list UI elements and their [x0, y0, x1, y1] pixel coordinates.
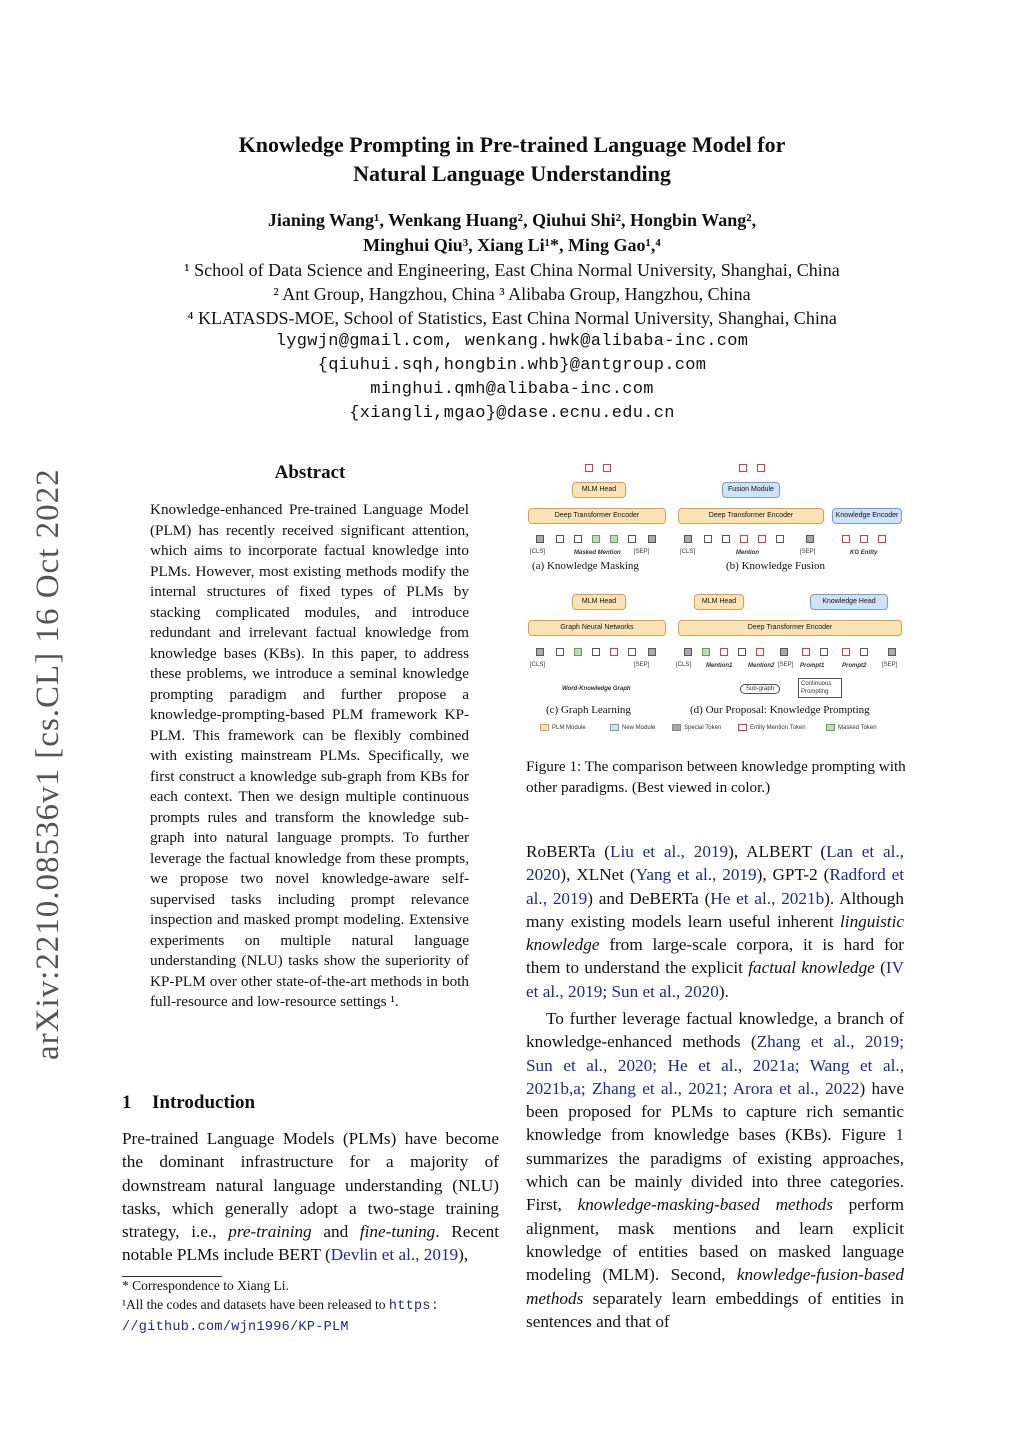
output-token: [603, 464, 611, 472]
legend-label: Entity Mention Token: [750, 725, 806, 732]
citation-link[interactable]: Zhang et al., 2019; Sun et al., 2020; He et al., 2021a; Wang et al., 2021b,a; Zhang et al., 2021; Arora et al., 2022: [526, 1032, 904, 1098]
author-list: [0, 208, 1024, 258]
text-span: ), ALBERT (: [728, 842, 827, 861]
token: [738, 648, 746, 656]
cls-label: [CLS]: [530, 549, 546, 555]
legend-masked-token: [826, 724, 877, 731]
text-span: (: [874, 958, 886, 978]
token: [536, 648, 544, 656]
text-span: Pre-trained Language Models (PLMs) have become the dominant infrastructure for a majority of downstream natural language understanding (NLU) tasks, which generally adopt a two-stage training strategy, i.e.,: [122, 1129, 499, 1242]
legend-plm-module: [540, 724, 586, 731]
cls-label: [CLS]: [530, 662, 546, 668]
text-span: from large-scale corpora, it is hard for them to understand the explicit: [526, 935, 904, 978]
token: [574, 648, 582, 656]
token: [648, 648, 656, 656]
token: [842, 535, 850, 543]
sep-label: [SEP]: [882, 662, 898, 668]
cls-label: [CLS]: [680, 549, 696, 555]
transformer-encoder-a: Deep Transformer Encoder: [528, 508, 666, 524]
token: [610, 535, 618, 543]
sep-label: [SEP]: [778, 662, 794, 668]
token: [684, 648, 692, 656]
token: [820, 648, 828, 656]
right-paragraph-2: [526, 1007, 904, 1333]
token: [888, 648, 896, 656]
token: [628, 535, 636, 543]
text-span: ),: [458, 1245, 469, 1265]
token: [536, 535, 544, 543]
transformer-encoder-d: Deep Transformer Encoder: [678, 620, 902, 636]
legend-label: Special Token: [684, 725, 722, 732]
output-token: [585, 464, 593, 472]
citation-link[interactable]: Sun et al., 2020: [611, 981, 719, 1001]
continuous-prompting-box: Continuous Prompting: [798, 678, 842, 698]
emphasis: fine-tuning: [359, 1222, 436, 1242]
subfig-b-caption: (b) Knowledge Fusion: [726, 560, 825, 572]
token: [878, 535, 886, 543]
token: [704, 535, 712, 543]
output-token: [739, 464, 747, 472]
citation-link[interactable]: Yang et al., 2019: [635, 865, 757, 885]
text-span: perform alignment, mask mentions and learn explicit knowledge of entities based on masked language modeling (MLM). Second,: [526, 1195, 905, 1285]
sep-label: [SEP]: [634, 549, 650, 555]
email-2: {qiuhui.sqh,hongbin.whb}@antgroup.com: [317, 356, 707, 375]
fusion-module: Fusion Module: [722, 482, 780, 498]
mention1-label: Mention1: [706, 663, 733, 669]
mlm-head-c: MLM Head: [572, 594, 626, 610]
token: [592, 648, 600, 656]
paper-title: [0, 130, 1024, 188]
text-span: and: [311, 1222, 360, 1242]
email-3: minghui.qmh@alibaba-inc.com: [370, 380, 654, 399]
right-paragraph-1: [526, 840, 904, 1003]
mention-label: Mention: [736, 550, 759, 556]
authors-line-1: Jianing Wang¹, Wenkang Huang², Qiuhui Shi², Hongbin Wang²,: [267, 210, 757, 230]
citation-link[interactable]: Devlin et al., 2019: [330, 1245, 459, 1265]
sep-label: [SEP]: [634, 662, 650, 668]
token: [556, 648, 564, 656]
section-number: 1: [122, 1092, 132, 1113]
prompt1-label: Prompt1: [800, 663, 825, 669]
authors-line-2: Minghui Qiu³, Xiang Li¹*, Ming Gao¹,⁴: [363, 235, 661, 255]
token: [860, 648, 868, 656]
title-line-1: Knowledge Prompting in Pre-trained Language Model for: [238, 132, 786, 157]
token: [684, 535, 692, 543]
citation-link[interactable]: IV et al., 2019: [526, 958, 904, 1001]
token: [758, 535, 766, 543]
text-span: summarizes the paradigms of existing approaches, which can be mainly divided into three categories. First,: [526, 1148, 904, 1215]
text-span: To further leverage factual knowledge, a branch of knowledge-enhanced methods (: [526, 1009, 904, 1052]
legend-label: PLM Module: [552, 725, 586, 732]
text-span: separately learn embeddings of entities in sentences and that of: [526, 1288, 904, 1331]
token: [556, 535, 564, 543]
citation-link[interactable]: Liu et al., 2019: [609, 842, 729, 861]
arxiv-stamp: arXiv:2210.08536v1 [cs.CL] 16 Oct 2022: [30, 468, 66, 1060]
text-span: ), GPT-2 (: [756, 865, 830, 885]
citation-link[interactable]: He et al., 2021b: [710, 888, 825, 908]
mlm-head-d: MLM Head: [694, 594, 744, 610]
affiliation-1: ¹ School of Data Science and Engineering, East China Normal University, Shanghai, China: [184, 260, 840, 280]
abstract-body: Knowledge-enhanced Pre-trained Language Model (PLM) has recently received significant attention, which aims to incorporate factual knowledge into PLMs. However, most existing methods modify the internal structures of fixed types of PLMs by stacking complicated modules, and introduce redundant and irrelevant factual knowledge from knowledge bases (KBs). In this paper, to address these problems, we introduce a seminal knowledge prompting paradigm and further propose a knowledge-prompting-based PLM framework KP-PLM. This framework can be flexibly combined with existing mainstream PLMs. Specifically, we first construct a knowledge sub-graph from KBs for each context. Then we design multiple continuous prompts rules and transform the knowledge sub-graph into natural language prompts. To further leverage the factual knowledge from these prompts, we propose two novel knowledge-aware self-supervised tasks including prompt relevance inspection and masked prompt modeling. Extensive experiments on multiple natural language understanding (NLU) tasks show the superiority of KP-PLM over other state-of-the-art methods in both full-resource and low-resource settings ¹.: [150, 501, 469, 1010]
affiliation-2: ² Ant Group, Hangzhou, China ³ Alibaba Group, Hangzhou, China: [273, 284, 751, 304]
emphasis: knowledge-masking-based methods: [577, 1195, 833, 1215]
word-knowledge-graph-label: Word-Knowledge Graph: [562, 686, 631, 692]
kg-entity-label: KG Entity: [850, 550, 878, 556]
email-4: {xiangli,mgao}@dase.ecnu.edu.cn: [349, 404, 675, 423]
figure-ref-link[interactable]: 1: [895, 1125, 904, 1145]
legend-label: New Module: [622, 725, 656, 732]
citation-link[interactable]: Radford et al., 2019: [526, 865, 904, 908]
graph-neural-networks: Graph Neural Networks: [528, 620, 666, 636]
token: [776, 535, 784, 543]
token: [720, 648, 728, 656]
emphasis: knowledge-fusion-based methods: [526, 1265, 904, 1308]
figure-1: [526, 460, 906, 740]
legend-special-token: [672, 724, 721, 731]
knowledge-encoder: Knowledge Encoder: [832, 508, 902, 524]
code-url-link[interactable]: https:: [388, 1299, 440, 1314]
subfig-a-caption: (a) Knowledge Masking: [532, 560, 639, 572]
prompt2-label: Prompt2: [842, 663, 867, 669]
token: [610, 648, 618, 656]
cls-label: [CLS]: [676, 662, 692, 668]
subfig-d-caption: (d) Our Proposal: Knowledge Prompting: [690, 704, 870, 716]
email-1: lygwjn@gmail.com, wenkang.hwk@alibaba-inc.com: [275, 332, 749, 351]
code-url-link-cont[interactable]: //github.com/wjn1996/KP-PLM: [122, 1320, 349, 1335]
citation-link[interactable]: Lan et al., 2020: [526, 842, 904, 885]
masked-mention-label: Masked Mention: [574, 550, 621, 556]
token: [628, 648, 636, 656]
knowledge-head: Knowledge Head: [810, 594, 888, 610]
text-span: . Recent notable PLMs include BERT (: [122, 1222, 499, 1265]
text-span: ) have been proposed for PLMs to capture rich semantic knowledge from knowledge bases (KBs). Figure: [526, 1078, 904, 1145]
transformer-encoder-b: Deep Transformer Encoder: [678, 508, 824, 524]
token: [702, 648, 710, 656]
footnote-text: ¹All the codes and datasets have been released to: [122, 1297, 389, 1312]
legend-label: Masked Token: [838, 725, 877, 732]
token: [722, 535, 730, 543]
token: [574, 535, 582, 543]
title-line-2: Natural Language Understanding: [353, 161, 671, 186]
mention2-label: Mention2: [748, 663, 775, 669]
text-span: ), XLNet (: [560, 865, 636, 885]
text-span: ).: [718, 981, 729, 1001]
token: [780, 648, 788, 656]
text-span: ;: [602, 981, 612, 1001]
token: [740, 535, 748, 543]
legend-entity-mention-token: [738, 724, 806, 731]
emphasis: pre-training: [228, 1222, 312, 1242]
affiliations: [0, 258, 1024, 426]
sub-graph-node: Sub-graph: [740, 684, 780, 694]
mlm-head-a: MLM Head: [572, 482, 626, 498]
text-span: ) and DeBERTa (: [587, 888, 711, 908]
legend-new-module: [610, 724, 655, 731]
section-heading-introduction: [122, 1092, 255, 1114]
affiliation-3: ⁴ KLATASDS-MOE, School of Statistics, East China Normal University, Shanghai, China: [187, 308, 837, 328]
token: [802, 648, 810, 656]
sep-label: [SEP]: [800, 549, 816, 555]
token: [842, 648, 850, 656]
emphasis: factual knowledge: [748, 958, 875, 978]
token: [592, 535, 600, 543]
footnote-correspondence: * Correspondence to Xiang Li.: [122, 1278, 289, 1293]
footnote-code: [122, 1295, 502, 1337]
abstract-heading: Abstract: [274, 462, 346, 483]
token: [648, 535, 656, 543]
intro-paragraph: [122, 1127, 499, 1267]
token: [756, 648, 764, 656]
subfig-c-caption: (c) Graph Learning: [546, 704, 631, 716]
token: [806, 535, 814, 543]
text-span: ). Although many existing models learn useful inherent: [526, 888, 904, 931]
emphasis: linguistic knowledge: [526, 911, 904, 955]
token: [860, 535, 868, 543]
text-span: RoBERTa (: [526, 842, 610, 861]
figure-caption: Figure 1: The comparison between knowledge prompting with other paradigms. (Best viewed in color.): [526, 758, 906, 796]
section-title: Introduction: [152, 1092, 256, 1113]
output-token: [757, 464, 765, 472]
